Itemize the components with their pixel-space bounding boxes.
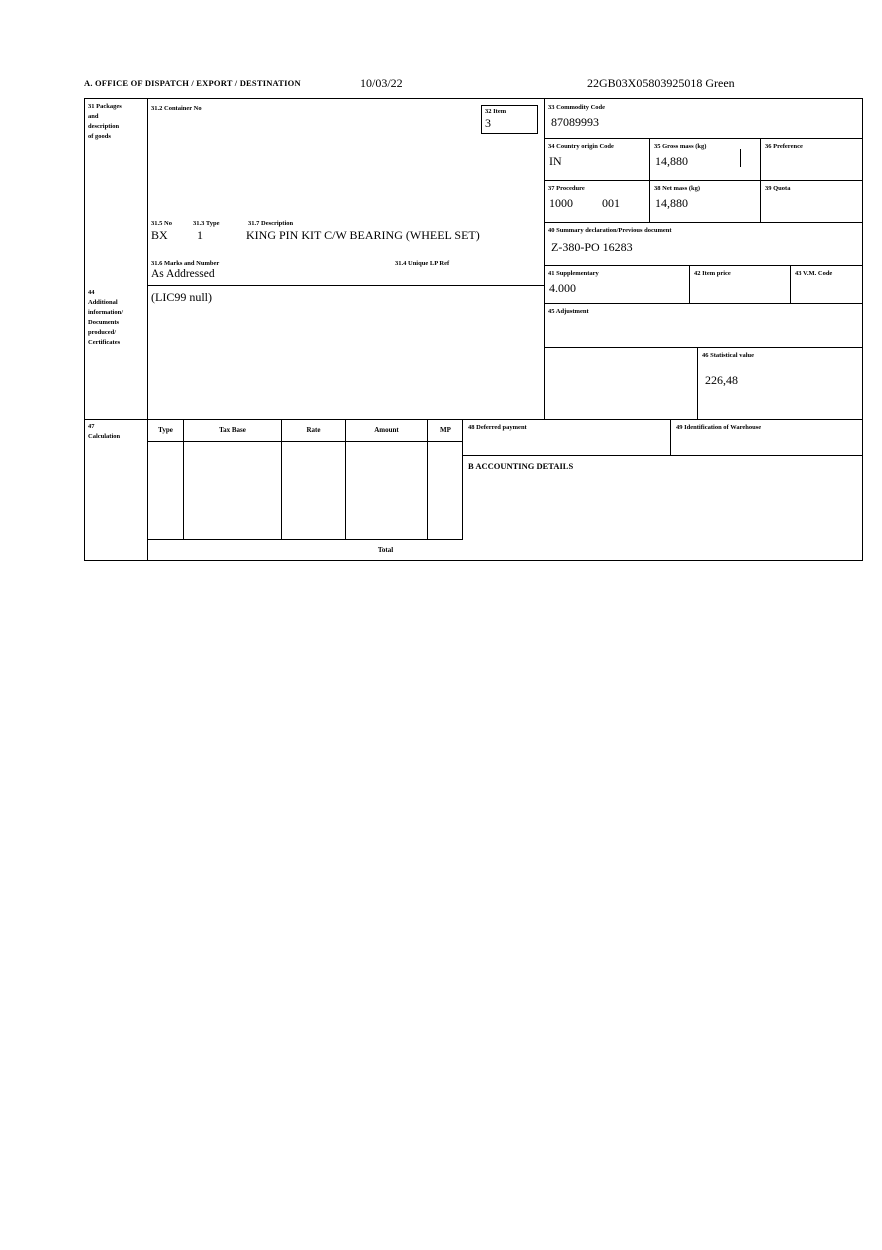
box-46-statistical-value [697,348,863,419]
declaration-reference: 22GB03X05803925018 Green [587,76,735,90]
box-31-5-value: BX [151,228,168,242]
box-31-3-label: 31.3 Type [193,220,220,227]
box-45-label: 45 Adjustment [548,308,589,315]
box-33-label: 33 Commodity Code [548,104,606,111]
box-37-label: 37 Procedure [548,185,585,192]
box-42-item-price [690,266,791,304]
box-47-col-divider-1 [183,419,184,540]
box-47-label-line-1: Calculation [88,433,121,440]
box-48-label: 48 Deferred payment [468,424,527,431]
box-31-packages [85,99,147,285]
box-38-label: 38 Net mass (kg) [654,185,701,192]
box-47-col-amount: Amount [374,426,399,434]
box-47-col-divider-3 [345,419,346,540]
box-34-label: 34 Country origin Code [548,143,614,150]
box-32-label: 32 Item [485,108,507,115]
box-31-label-line-3: of goods [88,133,111,140]
box-35-gross-mass [650,139,761,181]
box-41-value: 4.000 [549,281,576,295]
box-31-2-label: 31.2 Container No [151,105,202,112]
box-41-label: 41 Supplementary [548,270,599,277]
box-47-calculation [85,419,147,561]
declaration-date: 10/03/22 [360,76,403,90]
box-44-label-line-4: produced/ [88,329,117,336]
box-46-dotted-divider [544,348,545,419]
box-41-supplementary [544,266,690,304]
box-32-item [481,105,538,134]
box-34-value: IN [549,154,562,168]
box-37-procedure [544,181,650,223]
box-44-label-line-3: Documents [88,319,120,326]
box-47-label-line-0: 47 [88,423,95,430]
box-31-label-line-0: 31 Packages [88,103,122,110]
box-42-label: 42 Item price [694,270,731,277]
box-47-total-row [147,540,463,561]
box-44-label-line-1: Additional [88,299,118,306]
box-47-col-mp: MP [440,426,451,434]
box-36-label: 36 Preference [765,143,803,150]
box-31-7-value: KING PIN KIT C/W BEARING (WHEEL SET) [246,228,480,242]
box-48-deferred-payment [463,419,671,456]
box-47-col-type: Type [158,426,173,434]
box-47-header-divider [148,441,463,442]
box-38-net-mass [650,181,761,223]
box-37-value-1: 1000 [549,196,573,210]
box-b-label: B ACCOUNTING DETAILS [468,461,574,471]
box-47-table [147,419,463,540]
box-40-value: Z-380-PO 16283 [551,240,633,254]
box-47-total-label: Total [377,546,394,554]
box-31-label-line-1: and [88,113,99,120]
box-49-label: 49 Identification of Warehouse [676,424,762,431]
box-34-country-origin-code [544,139,650,181]
box-40-summary-declaration [544,223,863,266]
box-35-inner-divider [740,149,741,167]
box-35-label: 35 Gross mass (kg) [654,143,707,150]
box-46-label: 46 Statistical value [702,352,754,359]
box-38-value: 14,880 [655,196,688,210]
office-of-dispatch-label: A. OFFICE OF DISPATCH / EXPORT / DESTINATION [84,78,301,88]
box-49-identification-of-warehouse [671,419,863,456]
box-44-additional-information [85,285,147,419]
box-40-label: 40 Summary declaration/Previous document [548,227,672,234]
box-b-accounting-details [463,456,863,561]
box-46-value: 226,48 [705,373,738,387]
box-31-7-label: 31.7 Description [248,220,294,227]
box-33-value: 87089993 [551,115,599,129]
box-44-content [147,285,544,419]
box-47-col-divider-2 [281,419,282,540]
box-47-col-tax-base: Tax Base [219,426,246,434]
box-45-adjustment [544,304,863,348]
box-44-label-line-0: 44 [88,289,95,296]
box-31-label-line-2: description [88,123,120,130]
box-47-col-divider-4 [427,419,428,540]
box-44-value: (LIC99 null) [151,290,212,304]
box-44-label-line-2: information/ [88,309,124,316]
box-31-5-label: 31.5 No [151,220,172,227]
document-header [84,78,864,94]
box-47-col-rate: Rate [306,426,321,434]
box-36-preference [761,139,863,181]
box-39-quota [761,181,863,223]
box-43-vm-code [791,266,863,304]
box-33-commodity-code [544,99,863,139]
box-35-value: 14,880 [655,154,688,168]
box-31-6-label: 31.6 Marks and Number [151,260,220,267]
box-31-3-value: 1 [197,228,203,242]
box-32-value: 3 [485,116,491,130]
box-37-value-2: 001 [602,196,620,210]
box-31-6-value: As Addressed [151,268,215,280]
box-43-label: 43 V.M. Code [795,270,833,277]
box-44-label-line-5: Certificates [88,339,121,346]
box-39-label: 39 Quota [765,185,791,192]
declaration-frame [84,98,863,561]
box-31-4-label: 31.4 Unique LP Ref [395,260,450,267]
